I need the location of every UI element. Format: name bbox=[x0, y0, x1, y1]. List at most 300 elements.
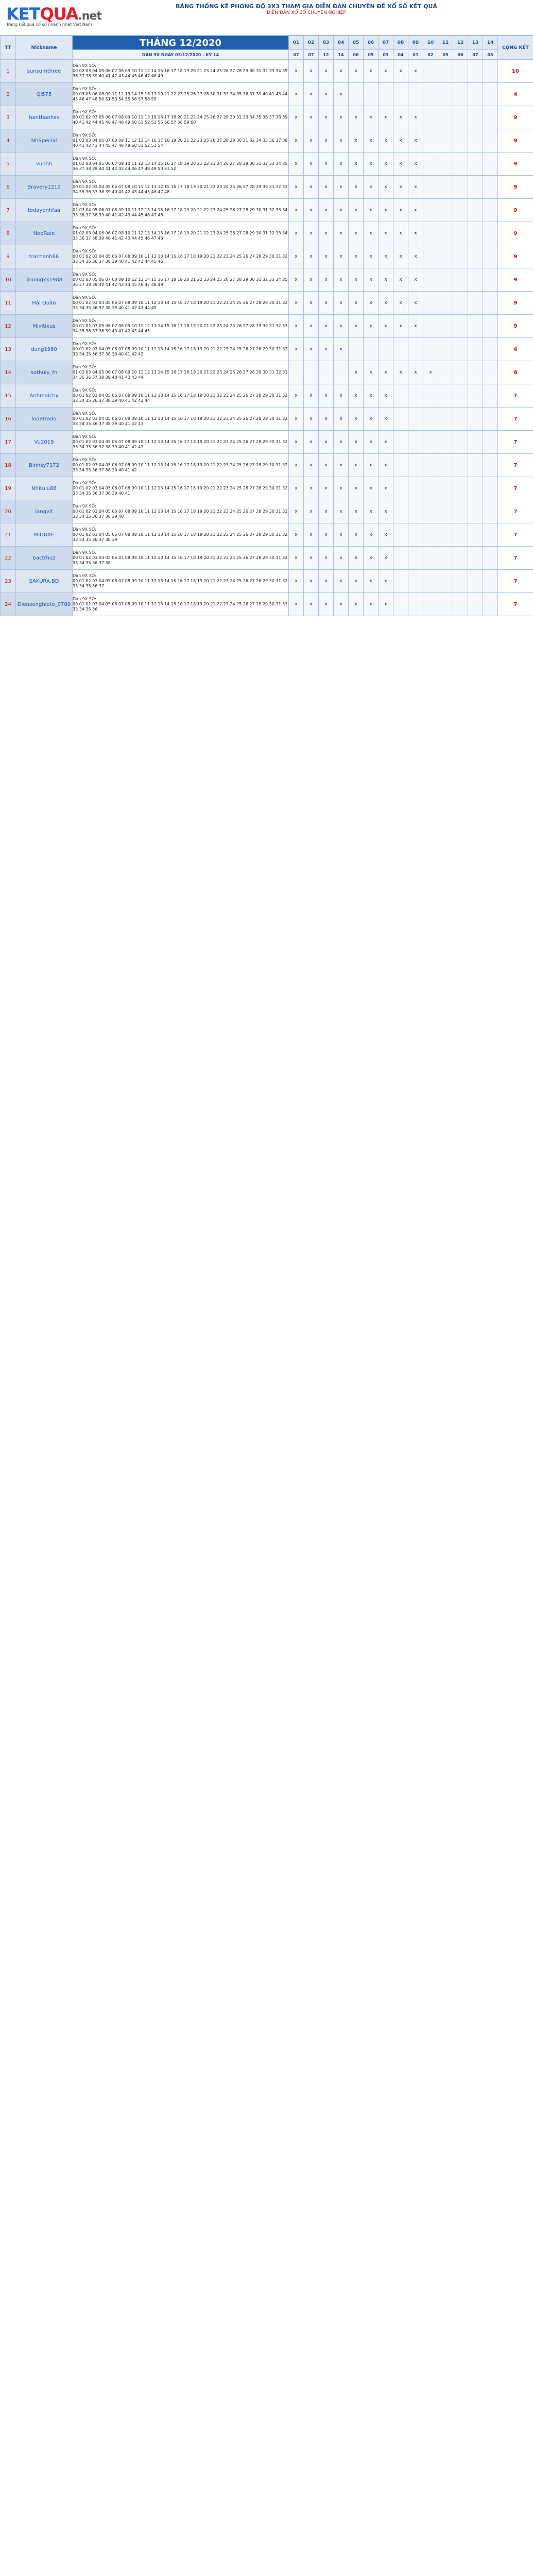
row-day-result: x bbox=[349, 106, 364, 129]
row-day-result: x bbox=[408, 176, 423, 199]
row-day-result: x bbox=[423, 361, 438, 384]
row-nickname-link[interactable]: langvit bbox=[16, 500, 73, 523]
row-day-result: x bbox=[364, 431, 379, 454]
row-day-result: x bbox=[319, 593, 334, 616]
row-day-result bbox=[423, 384, 438, 408]
row-day-result bbox=[468, 500, 483, 523]
row-day-result bbox=[423, 454, 438, 477]
row-day-result: x bbox=[349, 315, 364, 338]
row-total: 7 bbox=[498, 500, 533, 523]
row-day-result: x bbox=[408, 129, 423, 152]
table-row bbox=[1, 292, 533, 315]
row-tt: 12 bbox=[1, 315, 16, 338]
row-nickname-link[interactable]: Bravery1210 bbox=[16, 176, 73, 199]
day-header: 12 bbox=[453, 36, 468, 50]
row-day-result bbox=[393, 454, 408, 477]
row-numbers-label: Dàn 9X SỐ: bbox=[73, 63, 96, 68]
row-day-result: x bbox=[334, 129, 349, 152]
row-tt: 4 bbox=[1, 129, 16, 152]
row-day-result: x bbox=[319, 384, 334, 408]
row-day-result bbox=[483, 152, 498, 176]
row-day-result: x bbox=[334, 408, 349, 431]
row-tt: 24 bbox=[1, 593, 16, 616]
table-row bbox=[1, 268, 533, 292]
row-total: 9 bbox=[498, 106, 533, 129]
row-day-result: x bbox=[379, 176, 393, 199]
day-header: 08 bbox=[393, 36, 408, 50]
row-day-result bbox=[483, 500, 498, 523]
row-day-result: x bbox=[319, 152, 334, 176]
row-day-result bbox=[483, 106, 498, 129]
row-day-result bbox=[483, 199, 498, 222]
row-day-result bbox=[408, 547, 423, 570]
row-numbers bbox=[73, 152, 289, 176]
day-subheader: 05 bbox=[364, 50, 379, 60]
row-day-result: x bbox=[364, 315, 379, 338]
row-numbers-label: Dàn 9X SỐ: bbox=[73, 133, 96, 138]
row-day-result: x bbox=[319, 60, 334, 83]
row-nickname-link[interactable]: Anhmaichx bbox=[16, 384, 73, 408]
row-total: 7 bbox=[498, 523, 533, 547]
row-day-result: x bbox=[408, 361, 423, 384]
row-day-result: x bbox=[393, 268, 408, 292]
row-nickname-link[interactable]: Mixitixus bbox=[16, 315, 73, 338]
row-day-result bbox=[468, 454, 483, 477]
row-day-result: x bbox=[364, 384, 379, 408]
row-total: 9 bbox=[498, 176, 533, 199]
row-day-result: x bbox=[334, 547, 349, 570]
row-day-result: x bbox=[349, 477, 364, 500]
row-day-result bbox=[408, 593, 423, 616]
row-numbers-label: Dàn 9X SỐ: bbox=[73, 365, 96, 369]
row-day-result bbox=[438, 570, 453, 593]
row-day-result: x bbox=[304, 60, 319, 83]
row-nickname-link[interactable]: Dienxenghieto_0789 bbox=[16, 593, 73, 616]
row-total: 9 bbox=[498, 199, 533, 222]
row-tt: 2 bbox=[1, 83, 16, 106]
row-day-result: x bbox=[364, 199, 379, 222]
row-numbers bbox=[73, 106, 289, 129]
row-day-result bbox=[483, 176, 498, 199]
row-day-result: x bbox=[289, 222, 304, 245]
row-day-result bbox=[408, 384, 423, 408]
day-subheader: 03 bbox=[379, 50, 393, 60]
row-day-result bbox=[423, 222, 438, 245]
row-numbers-label: Dàn 9X SỐ: bbox=[73, 434, 96, 439]
row-day-result bbox=[393, 547, 408, 570]
row-day-result: x bbox=[304, 384, 319, 408]
row-day-result: x bbox=[364, 477, 379, 500]
row-day-result: x bbox=[364, 176, 379, 199]
row-day-result: x bbox=[393, 292, 408, 315]
row-day-result bbox=[483, 338, 498, 361]
row-day-result bbox=[468, 593, 483, 616]
row-day-result bbox=[423, 152, 438, 176]
row-numbers-value: 00 01 02 03 05 06 07 08 09 10 11 12 13 14 15 16 17 18 19 20 21 22 23 24 25 26 27 28 29 30 31 32 33 34 35 36 37 38 39 40 41 42 43 44 45 bbox=[73, 324, 288, 333]
row-day-result: x bbox=[289, 152, 304, 176]
row-total: 10 bbox=[498, 60, 533, 83]
row-day-result: x bbox=[289, 129, 304, 152]
row-day-result bbox=[483, 431, 498, 454]
row-day-result: x bbox=[289, 338, 304, 361]
row-day-result: x bbox=[408, 152, 423, 176]
row-total: 7 bbox=[498, 547, 533, 570]
row-day-result: x bbox=[304, 129, 319, 152]
row-total: 9 bbox=[498, 245, 533, 268]
day-subheader: 12 bbox=[319, 50, 334, 60]
row-nickname-link[interactable]: dung1980 bbox=[16, 338, 73, 361]
row-day-result: x bbox=[349, 152, 364, 176]
row-day-result bbox=[423, 268, 438, 292]
row-tt: 19 bbox=[1, 477, 16, 500]
row-tt: 7 bbox=[1, 199, 16, 222]
row-day-result: x bbox=[379, 384, 393, 408]
row-day-result bbox=[438, 129, 453, 152]
day-header: 01 bbox=[289, 36, 304, 50]
row-day-result bbox=[468, 152, 483, 176]
table-row bbox=[1, 245, 533, 268]
row-day-result: x bbox=[393, 106, 408, 129]
row-day-result: x bbox=[304, 315, 319, 338]
row-day-result bbox=[453, 523, 468, 547]
row-nickname-link[interactable]: hanthanhss bbox=[16, 106, 73, 129]
row-day-result bbox=[393, 338, 408, 361]
row-numbers-label: Dàn 9X SỐ: bbox=[73, 318, 96, 323]
row-tt: 16 bbox=[1, 408, 16, 431]
row-day-result: x bbox=[364, 523, 379, 547]
row-day-result bbox=[453, 338, 468, 361]
table-row bbox=[1, 477, 533, 500]
row-day-result bbox=[438, 431, 453, 454]
row-day-result bbox=[468, 222, 483, 245]
row-day-result: x bbox=[289, 60, 304, 83]
row-numbers-label: Dàn 9X SỐ: bbox=[73, 226, 96, 230]
row-day-result: x bbox=[304, 477, 319, 500]
row-day-result bbox=[453, 268, 468, 292]
row-day-result: x bbox=[319, 292, 334, 315]
row-nickname-link[interactable]: bactrhuz bbox=[16, 547, 73, 570]
row-day-result: x bbox=[304, 176, 319, 199]
row-numbers-value: 00 01 02 03 04 05 06 07 08 09 10 11 12 13 14 15 16 17 18 19 20 21 22 23 24 25 26 27 28 29 30 31 32 33 34 35 36 37 38 39 40 41 42 43 44 bbox=[73, 393, 288, 403]
row-day-result: x bbox=[393, 361, 408, 384]
row-numbers bbox=[73, 176, 289, 199]
row-day-result: x bbox=[379, 129, 393, 152]
row-numbers-label: Dàn 9X SỐ: bbox=[73, 272, 96, 277]
row-total: 9 bbox=[498, 222, 533, 245]
row-total: 9 bbox=[498, 292, 533, 315]
row-day-result bbox=[483, 547, 498, 570]
logo-tagline: Trang kết quả xổ số nhanh nhất Việt Nam bbox=[6, 22, 92, 27]
row-day-result bbox=[319, 361, 334, 384]
row-numbers-label: Dàn 9X SỐ: bbox=[73, 202, 96, 207]
col-header-total: CỘNG KẾT bbox=[498, 36, 533, 60]
row-day-result: x bbox=[393, 199, 408, 222]
row-day-result: x bbox=[379, 199, 393, 222]
row-day-result bbox=[453, 570, 468, 593]
row-day-result bbox=[438, 176, 453, 199]
table-row bbox=[1, 384, 533, 408]
row-numbers-value: 01 02 03 04 05 06 07 09 10 11 12 13 14 15 16 17 18 19 20 21 22 23 24 26 27 28 29 30 31 32 33 34 35 36 37 38 39 40 41 42 43 44 46 47 48 49 50 51 52 bbox=[73, 161, 288, 171]
row-numbers-value: 00 01 02 03 04 05 06 07 08 09 10 11 12 13 14 15 16 17 18 19 20 21 22 23 24 25 26 27 28 29 30 31 32 33 34 35 36 37 bbox=[73, 579, 288, 588]
row-day-result bbox=[468, 361, 483, 384]
row-day-result: x bbox=[289, 83, 304, 106]
row-day-result: x bbox=[289, 523, 304, 547]
day-subheader: 07 bbox=[304, 50, 319, 60]
table-row bbox=[1, 523, 533, 547]
row-day-result bbox=[408, 431, 423, 454]
row-day-result: x bbox=[319, 245, 334, 268]
row-day-result: x bbox=[393, 129, 408, 152]
row-day-result bbox=[423, 245, 438, 268]
row-nickname-link[interactable]: Ql575 bbox=[16, 83, 73, 106]
row-day-result: x bbox=[349, 593, 364, 616]
row-day-result: x bbox=[334, 454, 349, 477]
row-day-result: x bbox=[319, 176, 334, 199]
table-row bbox=[1, 570, 533, 593]
row-nickname-link[interactable]: SAKURA.BD bbox=[16, 570, 73, 593]
row-numbers bbox=[73, 83, 289, 106]
row-nickname-link[interactable]: Nhitulu86 bbox=[16, 477, 73, 500]
row-day-result: x bbox=[289, 547, 304, 570]
row-day-result: x bbox=[334, 384, 349, 408]
row-day-result bbox=[349, 338, 364, 361]
row-nickname-link[interactable]: Binhsy7172 bbox=[16, 454, 73, 477]
row-day-result bbox=[423, 338, 438, 361]
row-day-result bbox=[483, 384, 498, 408]
row-day-result: x bbox=[364, 570, 379, 593]
row-day-result bbox=[483, 60, 498, 83]
row-day-result: x bbox=[379, 152, 393, 176]
row-day-result: x bbox=[319, 129, 334, 152]
row-numbers-label: Dàn 9X SỐ: bbox=[73, 573, 96, 578]
row-nickname-link[interactable]: sunsumthree bbox=[16, 60, 73, 83]
row-numbers-label: Dàn 9X SỐ: bbox=[73, 249, 96, 253]
row-day-result: x bbox=[408, 245, 423, 268]
row-day-result: x bbox=[393, 315, 408, 338]
row-day-result: x bbox=[319, 408, 334, 431]
row-tt: 17 bbox=[1, 431, 16, 454]
row-numbers-label: Dàn 9X SỐ: bbox=[73, 550, 96, 555]
row-day-result bbox=[438, 199, 453, 222]
row-day-result: x bbox=[349, 500, 364, 523]
row-tt: 5 bbox=[1, 152, 16, 176]
row-day-result: x bbox=[334, 570, 349, 593]
row-nickname-link[interactable]: todayonhfaa bbox=[16, 199, 73, 222]
row-numbers-label: Dàn 9X SỐ: bbox=[73, 156, 96, 161]
row-nickname-link[interactable]: sothuly_fn bbox=[16, 361, 73, 384]
row-nickname-link[interactable]: lodetrado bbox=[16, 408, 73, 431]
row-day-result: x bbox=[304, 547, 319, 570]
row-day-result: x bbox=[334, 523, 349, 547]
row-total: 7 bbox=[498, 454, 533, 477]
day-subheader: 01 bbox=[408, 50, 423, 60]
row-day-result: x bbox=[364, 106, 379, 129]
row-day-result bbox=[453, 129, 468, 152]
row-day-result: x bbox=[364, 268, 379, 292]
row-day-result: x bbox=[289, 245, 304, 268]
row-total: 9 bbox=[498, 129, 533, 152]
row-day-result bbox=[393, 408, 408, 431]
site-logo[interactable] bbox=[6, 4, 101, 33]
row-numbers-label: Dàn 9X SỐ: bbox=[73, 179, 96, 184]
row-day-result: x bbox=[334, 593, 349, 616]
row-day-result: x bbox=[364, 292, 379, 315]
row-day-result: x bbox=[349, 222, 364, 245]
row-day-result bbox=[468, 268, 483, 292]
page-header bbox=[0, 0, 533, 36]
row-day-result bbox=[438, 106, 453, 129]
row-day-result bbox=[438, 593, 453, 616]
row-day-result bbox=[393, 477, 408, 500]
row-tt: 15 bbox=[1, 384, 16, 408]
row-day-result bbox=[468, 60, 483, 83]
row-total: 4 bbox=[498, 338, 533, 361]
day-header: 10 bbox=[423, 36, 438, 50]
row-day-result bbox=[364, 83, 379, 106]
row-total: 7 bbox=[498, 593, 533, 616]
row-day-result bbox=[453, 431, 468, 454]
row-nickname-link[interactable]: NhSpecial bbox=[16, 129, 73, 152]
row-day-result: x bbox=[393, 222, 408, 245]
row-day-result bbox=[483, 523, 498, 547]
row-total: 7 bbox=[498, 570, 533, 593]
row-nickname-link[interactable]: MIDUXE bbox=[16, 523, 73, 547]
row-day-result: x bbox=[304, 454, 319, 477]
row-tt: 10 bbox=[1, 268, 16, 292]
row-day-result bbox=[423, 408, 438, 431]
row-numbers-value: 01 02 03 04 05 06 07 08 10 11 12 13 14 15 16 17 18 19 20 21 22 23 24 25 26 27 28 29 30 31 32 33 34 35 36 37 38 39 40 41 42 43 44 45 46 47 48 bbox=[73, 231, 288, 241]
row-day-result bbox=[453, 245, 468, 268]
row-day-result bbox=[408, 408, 423, 431]
row-total: 9 bbox=[498, 268, 533, 292]
table-row bbox=[1, 593, 533, 616]
day-subheader: 04 bbox=[393, 50, 408, 60]
row-nickname-link[interactable]: vuhhh bbox=[16, 152, 73, 176]
row-day-result: x bbox=[319, 199, 334, 222]
row-numbers bbox=[73, 268, 289, 292]
col-header-name: Nickname bbox=[16, 36, 73, 60]
table-row bbox=[1, 176, 533, 199]
row-day-result: x bbox=[349, 292, 364, 315]
row-numbers-value: 00 01 02 03 04 05 06 07 08 10 11 12 13 14 15 16 17 18 19 20 21 22 23 24 25 26 27 28 29 30 31 32 33 34 35 36 37 38 39 40 41 42 43 44 45 46 47 48 bbox=[73, 184, 288, 194]
row-day-result: x bbox=[379, 408, 393, 431]
day-header: 03 bbox=[319, 36, 334, 50]
row-day-result bbox=[304, 361, 319, 384]
row-day-result bbox=[468, 523, 483, 547]
row-day-result: x bbox=[319, 315, 334, 338]
col-header-nums: DÀN 9X NGÀY 03/12/2020 - KỲ 14 bbox=[73, 50, 289, 60]
row-tt: 18 bbox=[1, 454, 16, 477]
row-day-result bbox=[438, 245, 453, 268]
row-nickname-link[interactable]: trachanh86 bbox=[16, 245, 73, 268]
row-numbers-label: Dàn 9X SỐ: bbox=[73, 504, 96, 509]
row-day-result: x bbox=[334, 338, 349, 361]
day-header: 05 bbox=[349, 36, 364, 50]
row-day-result: x bbox=[379, 268, 393, 292]
row-day-result bbox=[423, 547, 438, 570]
table-row bbox=[1, 222, 533, 245]
logo-brand-ket: KET bbox=[6, 4, 40, 24]
table-row bbox=[1, 454, 533, 477]
day-header: 11 bbox=[438, 36, 453, 50]
row-numbers-value: 00 01 02 03 04 05 06 07 08 09 10 11 12 13 14 15 16 17 18 19 20 21 22 23 24 25 26 27 28 29 30 31 32 33 34 35 36 37 38 39 40 41 42 43 bbox=[73, 416, 288, 426]
row-day-result: x bbox=[408, 199, 423, 222]
table-row bbox=[1, 431, 533, 454]
table-row bbox=[1, 199, 533, 222]
row-day-result: x bbox=[319, 222, 334, 245]
row-numbers bbox=[73, 292, 289, 315]
row-nickname-link[interactable]: Vu2019 bbox=[16, 431, 73, 454]
row-day-result: x bbox=[393, 152, 408, 176]
row-day-result bbox=[468, 384, 483, 408]
row-day-result: x bbox=[364, 245, 379, 268]
row-numbers-value: 00 01 02 03 04 05 06 07 08 09 10 11 12 13 14 15 16 17 18 19 20 21 22 23 24 25 26 27 28 29 30 31 32 33 34 35 36 37 38 39 40 41 42 43 bbox=[73, 439, 288, 449]
row-day-result: x bbox=[349, 570, 364, 593]
row-total: 7 bbox=[498, 431, 533, 454]
table-row bbox=[1, 106, 533, 129]
row-numbers bbox=[73, 199, 289, 222]
row-day-result bbox=[468, 408, 483, 431]
row-day-result bbox=[423, 83, 438, 106]
day-subheader: 07 bbox=[289, 50, 304, 60]
row-day-result: x bbox=[304, 593, 319, 616]
row-day-result: x bbox=[349, 384, 364, 408]
row-day-result: x bbox=[379, 500, 393, 523]
row-day-result: x bbox=[379, 431, 393, 454]
row-day-result: x bbox=[349, 408, 364, 431]
row-day-result bbox=[379, 338, 393, 361]
row-numbers bbox=[73, 547, 289, 570]
row-day-result bbox=[483, 83, 498, 106]
row-day-result bbox=[483, 245, 498, 268]
row-day-result bbox=[438, 222, 453, 245]
row-numbers-label: Dàn 9X SỐ: bbox=[73, 527, 96, 532]
row-day-result bbox=[453, 60, 468, 83]
row-day-result: x bbox=[289, 315, 304, 338]
row-day-result bbox=[468, 176, 483, 199]
row-day-result: x bbox=[334, 152, 349, 176]
table-row bbox=[1, 152, 533, 176]
row-day-result bbox=[423, 106, 438, 129]
row-day-result: x bbox=[304, 570, 319, 593]
row-day-result bbox=[483, 292, 498, 315]
row-day-result bbox=[468, 245, 483, 268]
row-day-result bbox=[438, 361, 453, 384]
row-day-result bbox=[438, 408, 453, 431]
row-day-result bbox=[483, 315, 498, 338]
row-nickname-link[interactable]: NeoRain bbox=[16, 222, 73, 245]
row-day-result: x bbox=[364, 547, 379, 570]
row-day-result bbox=[408, 454, 423, 477]
day-header: 14 bbox=[483, 36, 498, 50]
row-numbers bbox=[73, 477, 289, 500]
row-day-result: x bbox=[393, 245, 408, 268]
row-day-result bbox=[483, 570, 498, 593]
row-day-result: x bbox=[334, 60, 349, 83]
row-numbers bbox=[73, 570, 289, 593]
row-day-result: x bbox=[408, 268, 423, 292]
row-numbers-value: 01 02 03 04 05 07 08 09 11 12 13 14 16 17 18 19 20 21 22 23 25 26 27 28 29 30 31 32 34 35 36 37 38 40 41 42 43 44 45 47 48 49 50 51 52 53 54 bbox=[73, 138, 288, 148]
table-row bbox=[1, 129, 533, 152]
row-numbers-value: 00 01 02 03 04 05 06 07 08 09 10 11 12 13 14 15 16 17 18 19 20 21 22 23 24 25 26 27 28 29 30 31 32 33 34 35 36 37 38 39 40 bbox=[73, 509, 288, 519]
row-nickname-link[interactable]: Hải Quân bbox=[16, 292, 73, 315]
row-tt: 21 bbox=[1, 523, 16, 547]
row-nickname-link[interactable]: Truongxx1988 bbox=[16, 268, 73, 292]
row-numbers-value: 00 02 03 04 05 06 07 08 09 10 11 12 14 15 16 17 18 19 20 21 23 24 25 26 27 28 29 30 31 32 33 34 35 36 37 38 39 40 41 42 43 44 45 46 47 48 49 bbox=[73, 69, 288, 78]
row-day-result: x bbox=[364, 361, 379, 384]
row-day-result bbox=[483, 454, 498, 477]
stats-table bbox=[0, 36, 533, 616]
